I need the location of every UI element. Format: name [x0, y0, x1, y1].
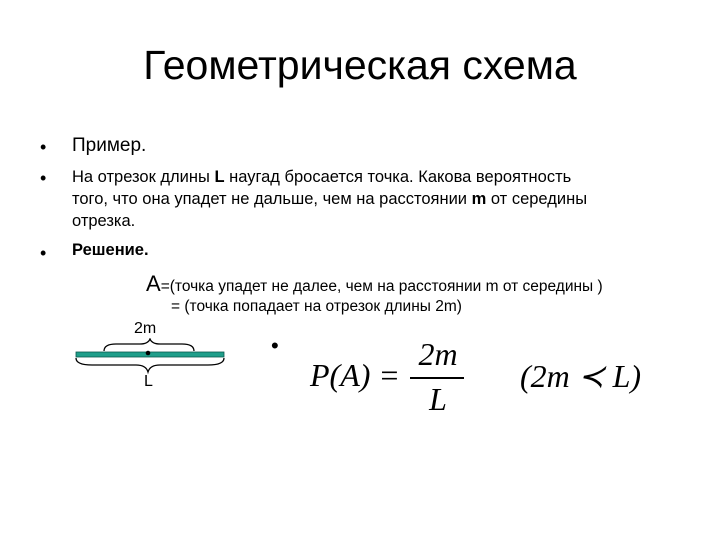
- formula-condition: (2m ≺ L): [520, 358, 642, 394]
- length-variable: L: [214, 168, 225, 186]
- formula-lhs: P(A) =: [310, 357, 400, 393]
- midpoint-dot: [146, 351, 151, 356]
- problem-text-part: На отрезок длины: [72, 168, 215, 186]
- event-definition-text: =(точка упадет не далее, чем на расстоянии: [160, 278, 486, 295]
- problem-text-part: наугад бросается точка. Какова вероятность того, что она упадет не дальше, чем на расстоянии: [72, 168, 572, 208]
- slide-title: Геометрическая схема: [143, 42, 577, 88]
- bullet-marker: •: [40, 168, 47, 188]
- segment-2m-label: 2m: [134, 320, 157, 337]
- event-var-m: m: [485, 278, 499, 295]
- bullet-marker: •: [40, 243, 47, 263]
- formula-numerator: 2m: [418, 336, 458, 372]
- distance-variable: m: [471, 190, 487, 208]
- problem-statement: [72, 166, 592, 232]
- upper-brace: [104, 339, 194, 351]
- event-definition: [146, 271, 603, 297]
- lower-brace: [76, 358, 224, 372]
- segment-L-label: L: [144, 373, 153, 390]
- example-label: Пример.: [72, 135, 147, 156]
- formula-bullet: •: [271, 333, 279, 358]
- event-definition-text: от середины ): [498, 278, 603, 295]
- event-equivalence: = (точка попадает на отрезок длины 2m): [171, 298, 462, 315]
- fraction-bar: [410, 377, 464, 379]
- bullet-marker: •: [40, 137, 47, 157]
- problem-text-part: от середины отрезка.: [72, 190, 588, 230]
- segment-diagram: [70, 338, 230, 378]
- formula-denominator: L: [429, 381, 447, 417]
- solution-label: Решение.: [72, 241, 149, 259]
- event-symbol: A: [146, 271, 161, 296]
